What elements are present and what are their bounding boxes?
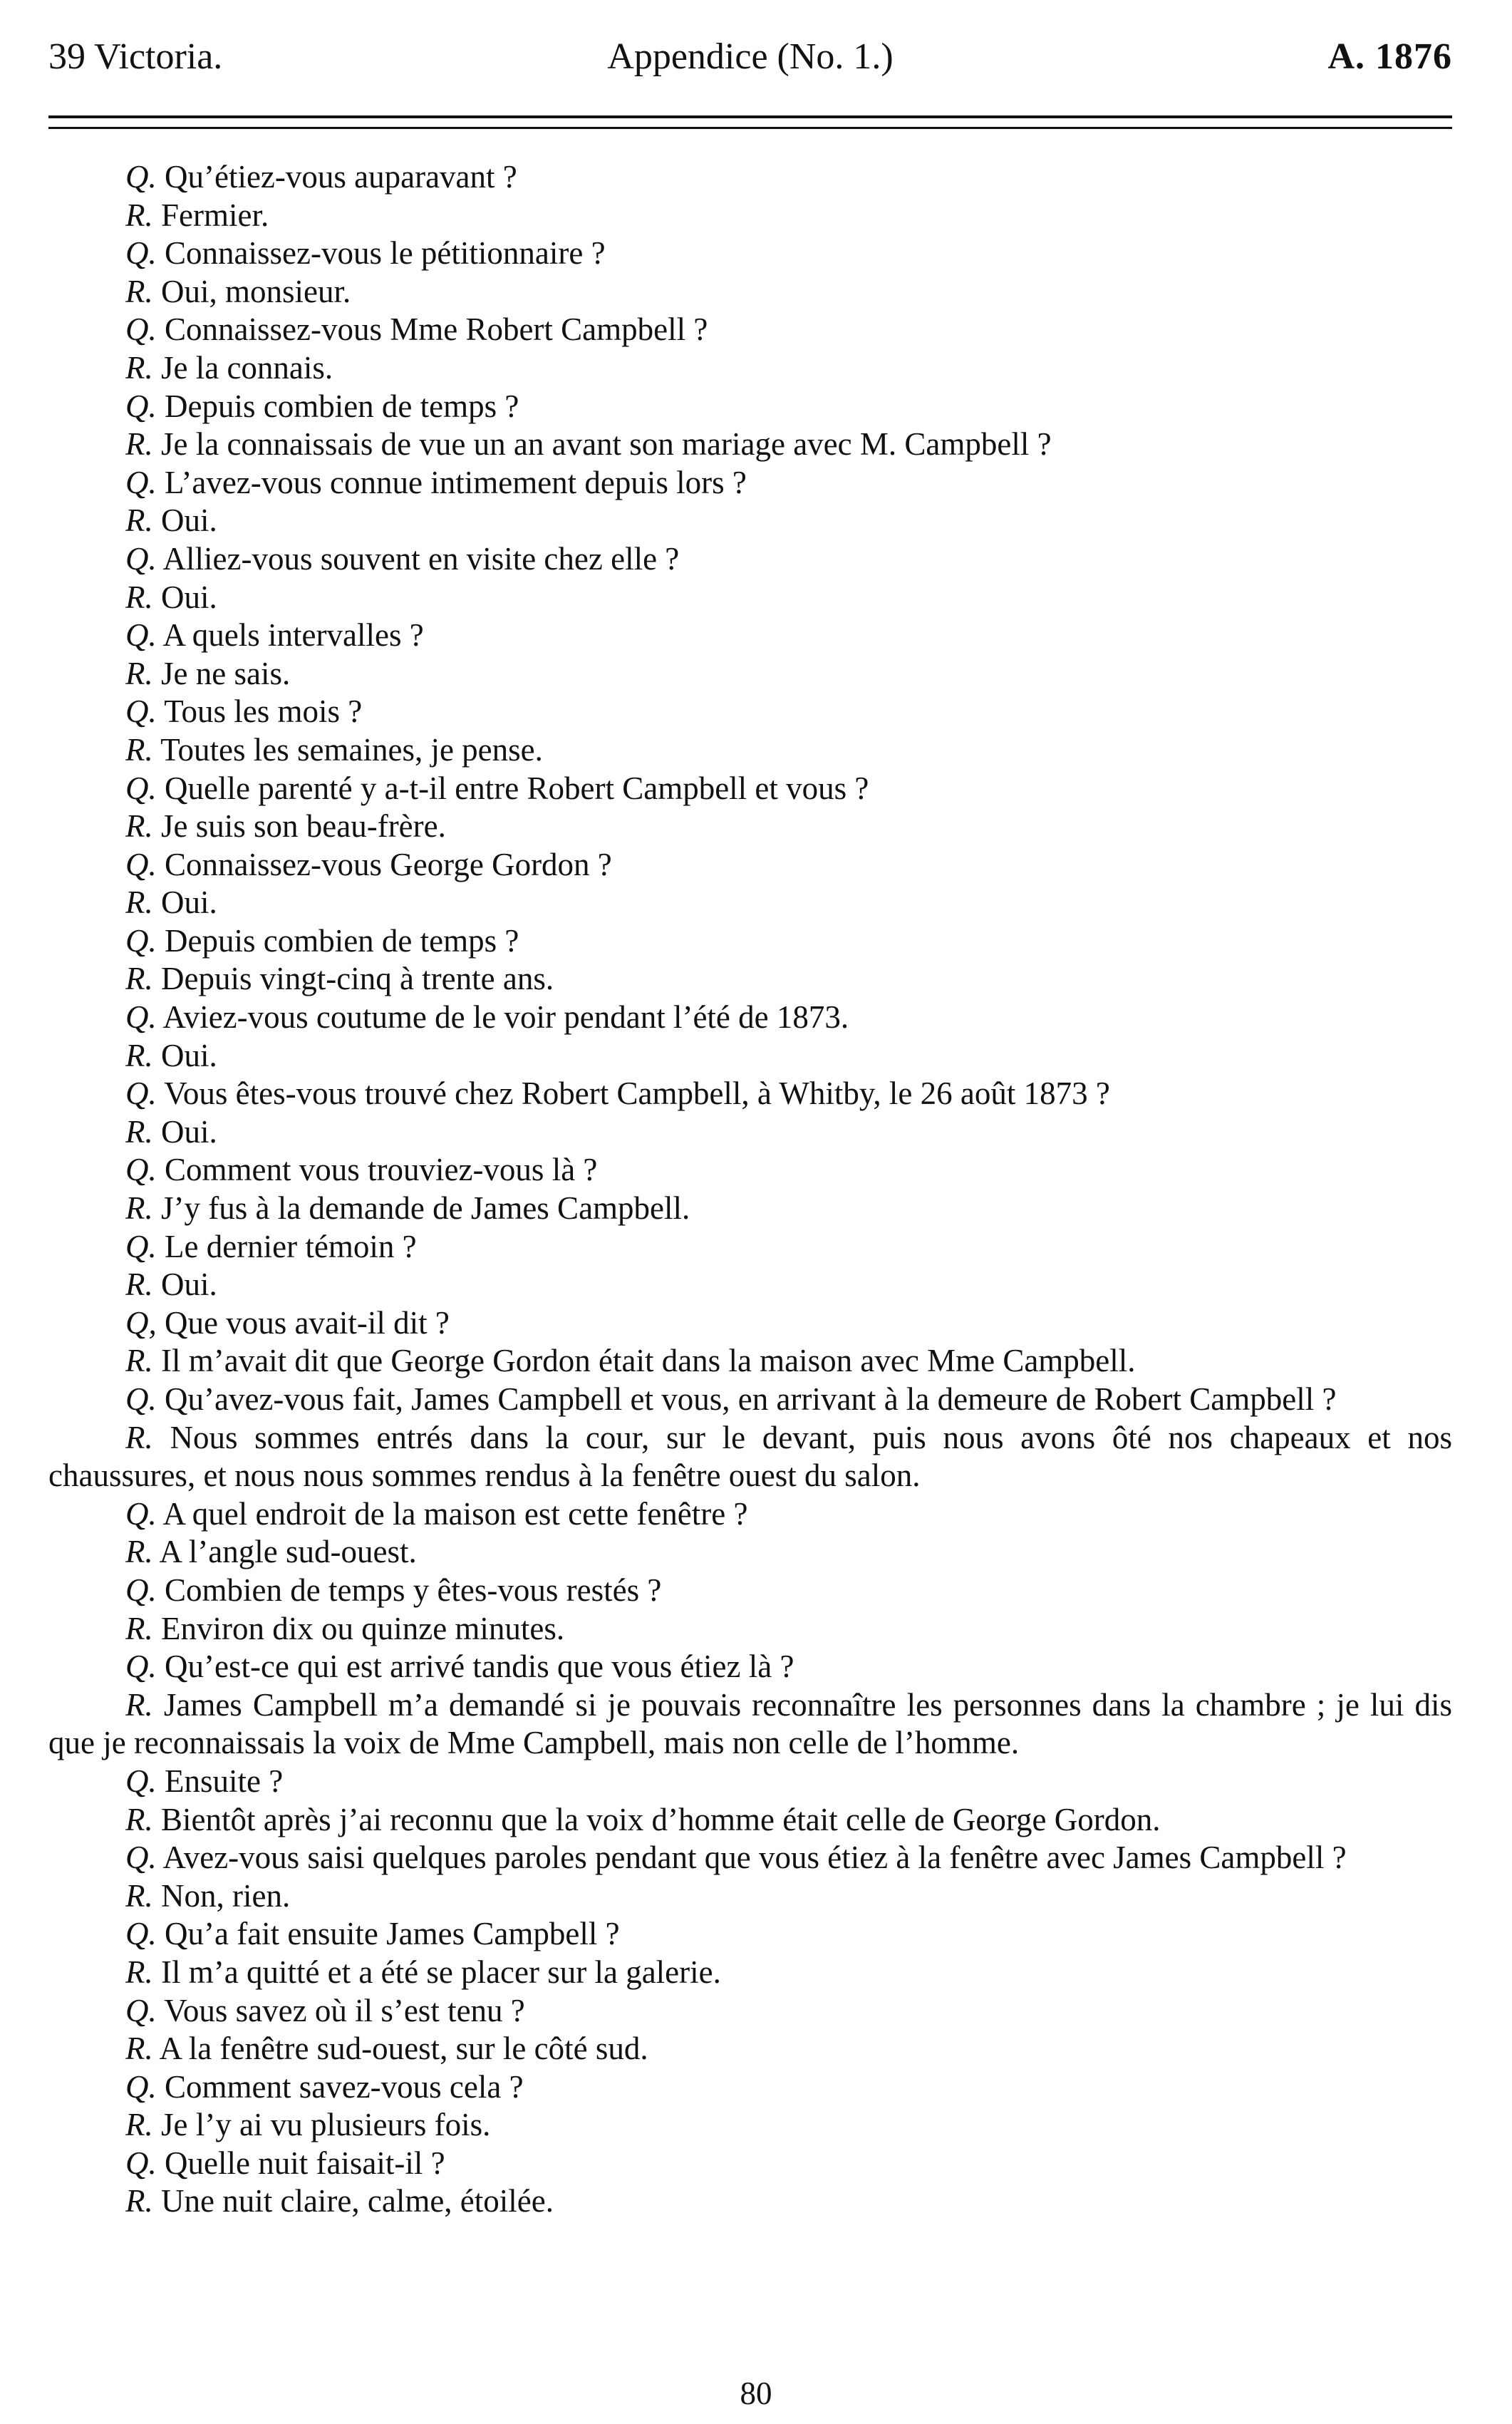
entry-text: Quelle nuit faisait-il ?	[165, 2145, 445, 2181]
entry-text: Depuis combien de temps ?	[165, 922, 519, 959]
entry-text: Fermier.	[161, 197, 269, 233]
entry-text: Qu’avez-vous fait, James Campbell et vous, en arrivant à la demeure de Robert Campbell ?	[165, 1381, 1337, 1417]
question-entry	[48, 1075, 1452, 1113]
answer-entry	[48, 2030, 1452, 2068]
entry-prefix: Q.	[125, 1992, 157, 2028]
entry-prefix: Q.	[125, 1649, 157, 1685]
entry-prefix: Q.	[125, 540, 157, 577]
question-entry	[48, 1381, 1452, 1419]
entry-text: J’y fus à la demande de James Campbell.	[161, 1190, 690, 1227]
entry-prefix: Q.	[125, 1152, 157, 1188]
answer-entry	[48, 1686, 1452, 1763]
entry-prefix: R.	[125, 1954, 153, 1990]
question-entry	[48, 1648, 1452, 1686]
question-entry	[48, 464, 1452, 502]
entry-text: Je suis son beau-frère.	[161, 808, 446, 845]
entry-text: Combien de temps y êtes-vous restés ?	[165, 1572, 662, 1608]
entry-prefix: R.	[125, 273, 153, 309]
entry-text: A quel endroit de la maison est cette fenêtre ?	[162, 1495, 748, 1532]
entry-prefix: Q.	[125, 1495, 157, 1532]
question-entry	[48, 999, 1452, 1037]
answer-entry	[48, 960, 1452, 999]
entry-prefix: Q.	[125, 388, 157, 424]
entry-prefix: R.	[125, 731, 153, 768]
question-entry	[48, 1495, 1452, 1534]
question-entry	[48, 540, 1452, 579]
entry-text: Vous savez où il s’est tenu ?	[164, 1992, 525, 2028]
entry-text: Depuis combien de temps ?	[165, 388, 519, 424]
question-entry	[48, 1992, 1452, 2031]
entry-text: Nous sommes entrés dans la cour, sur le devant, puis nous avons ôté nos chapeaux et nos chaussures, et nous nous sommes rendus à la fenêtre ouest du salon.	[48, 1419, 1452, 1494]
header-rule-bottom	[48, 127, 1452, 129]
entry-text: Oui.	[161, 1037, 217, 1073]
question-entry	[48, 1228, 1452, 1267]
entry-text: Comment vous trouviez-vous là ?	[165, 1152, 598, 1188]
answer-entry	[48, 1610, 1452, 1649]
question-entry	[48, 1304, 1452, 1343]
entry-text: Oui.	[161, 502, 217, 539]
question-entry	[48, 234, 1452, 273]
answer-entry	[48, 273, 1452, 311]
answer-entry	[48, 1877, 1452, 1916]
question-entry	[48, 770, 1452, 808]
answer-entry	[48, 1419, 1452, 1495]
entry-text: Non, rien.	[161, 1877, 291, 1914]
header-year: A. 1876	[1327, 36, 1452, 77]
entry-text: Comment savez-vous cela ?	[165, 2068, 524, 2105]
entry-text: Le dernier témoin ?	[165, 1228, 417, 1264]
entry-text: A la fenêtre sud-ouest, sur le côté sud.	[159, 2031, 648, 2067]
entry-text: Qu’a fait ensuite James Campbell ?	[165, 1916, 620, 1952]
entry-text: Je ne sais.	[161, 655, 291, 691]
entry-text: Qu’est-ce qui est arrivé tandis que vous étiez là ?	[165, 1649, 794, 1685]
entry-prefix: Q.	[125, 1840, 157, 1876]
entry-text: Je la connaissais de vue un an avant son mariage avec M. Campbell ?	[161, 426, 1052, 463]
entry-prefix: R.	[125, 1267, 153, 1303]
entry-text: Une nuit claire, calme, étoilée.	[161, 2183, 554, 2219]
answer-entry	[48, 1037, 1452, 1076]
entry-text: Que vous avait-il dit ?	[165, 1304, 450, 1341]
entry-prefix: Q.	[125, 846, 157, 882]
entry-text: Je l’y ai vu plusieurs fois.	[161, 2107, 491, 2143]
entry-prefix: Q.	[125, 999, 157, 1036]
transcript-body	[48, 158, 1452, 2221]
answer-entry	[48, 426, 1452, 464]
entry-prefix: Q.	[125, 159, 157, 195]
answer-entry	[48, 1266, 1452, 1304]
entry-prefix: R.	[125, 1343, 153, 1379]
entry-text: A l’angle sud-ouest.	[159, 1534, 417, 1570]
entry-text: Oui, monsieur.	[161, 273, 351, 309]
question-entry	[48, 1151, 1452, 1190]
question-entry	[48, 2145, 1452, 2183]
entry-prefix: R.	[125, 2107, 153, 2143]
entry-prefix: R.	[125, 1037, 153, 1073]
answer-entry	[48, 197, 1452, 235]
entry-text: Oui.	[161, 1113, 217, 1150]
entry-text: Environ dix ou quinze minutes.	[161, 1610, 565, 1646]
entry-text: Ensuite ?	[165, 1763, 284, 1799]
entry-text: Vous êtes-vous trouvé chez Robert Campbell, à Whitby, le 26 août 1873 ?	[164, 1076, 1110, 1112]
entry-text: Je la connais.	[161, 349, 333, 386]
question-entry	[48, 158, 1452, 197]
entry-prefix: R.	[125, 808, 153, 845]
question-entry	[48, 388, 1452, 426]
entry-text: Qu’étiez-vous auparavant ?	[165, 159, 517, 195]
entry-text: L’avez-vous connue intimement depuis lors ?	[165, 464, 747, 500]
answer-entry	[48, 655, 1452, 693]
entry-prefix: Q.	[125, 1381, 157, 1417]
question-entry	[48, 693, 1452, 731]
entry-text: A quels intervalles ?	[162, 617, 424, 654]
question-entry	[48, 1839, 1452, 1877]
answer-entry	[48, 1533, 1452, 1572]
answer-entry	[48, 884, 1452, 922]
header-rule-top	[48, 115, 1452, 118]
entry-text: Il m’a quitté et a été se placer sur la galerie.	[161, 1954, 721, 1990]
answer-entry	[48, 1190, 1452, 1228]
entry-prefix: R.	[125, 1419, 153, 1455]
entry-prefix: Q.	[125, 464, 157, 500]
entry-prefix: R.	[125, 426, 153, 463]
entry-prefix: Q.	[125, 1763, 157, 1799]
entry-prefix: R.	[125, 655, 153, 691]
entry-text: Oui.	[161, 579, 217, 615]
entry-text: Depuis vingt-cinq à trente ans.	[161, 961, 554, 997]
entry-text: Quelle parenté y a-t-il entre Robert Campbell et vous ?	[165, 770, 869, 806]
entry-text: Oui.	[161, 884, 217, 921]
question-entry	[48, 617, 1452, 655]
answer-entry	[48, 2106, 1452, 2145]
entry-prefix: R.	[125, 2031, 153, 2067]
question-entry	[48, 2068, 1452, 2107]
entry-text: Tous les mois ?	[164, 693, 363, 730]
entry-prefix: Q.	[125, 2145, 157, 2181]
entry-prefix: Q.	[125, 770, 157, 806]
question-entry	[48, 846, 1452, 884]
entry-prefix: R.	[125, 349, 153, 386]
entry-prefix: R.	[125, 1877, 153, 1914]
answer-entry	[48, 731, 1452, 770]
header-session: 39 Victoria.	[48, 36, 223, 77]
answer-entry	[48, 1954, 1452, 1992]
entry-text: Il m’avait dit que George Gordon était dans la maison avec Mme Campbell.	[161, 1343, 1136, 1379]
entry-text: Aviez-vous coutume de le voir pendant l’été de 1873.	[162, 999, 849, 1036]
entry-prefix: R.	[125, 579, 153, 615]
answer-entry	[48, 808, 1452, 846]
question-entry	[48, 1572, 1452, 1610]
answer-entry	[48, 579, 1452, 617]
entry-prefix: R.	[125, 2183, 153, 2219]
entry-text: Connaissez-vous Mme Robert Campbell ?	[165, 311, 708, 348]
answer-entry	[48, 1342, 1452, 1381]
entry-prefix: Q.	[125, 617, 157, 654]
entry-text: Avez-vous saisi quelques paroles pendant que vous étiez à la fenêtre avec James Campbell ?	[162, 1840, 1347, 1876]
entry-prefix: Q.	[125, 1228, 157, 1264]
entry-prefix: R.	[125, 1113, 153, 1150]
entry-prefix: R.	[125, 1686, 153, 1723]
answer-entry	[48, 1801, 1452, 1840]
entry-prefix: Q.	[125, 1076, 157, 1112]
entry-prefix: Q.	[125, 2068, 157, 2105]
page-number: 80	[740, 2376, 772, 2411]
entry-text: Connaissez-vous George Gordon ?	[165, 846, 612, 882]
question-entry	[48, 922, 1452, 961]
entry-prefix: R.	[125, 1801, 153, 1837]
entry-prefix: R.	[125, 961, 153, 997]
answer-entry	[48, 2182, 1452, 2221]
entry-text: James Campbell m’a demandé si je pouvais reconnaître les personnes dans la chambre ; je lui dis que je reconnaissais la voix de Mme Campbell, mais non celle de l’homme.	[48, 1686, 1452, 1761]
entry-prefix: R.	[125, 502, 153, 539]
entry-prefix: R.	[125, 1610, 153, 1646]
question-entry	[48, 1763, 1452, 1801]
entry-prefix: R.	[125, 884, 153, 921]
answer-entry	[48, 349, 1452, 388]
page-header	[48, 29, 1452, 86]
entry-prefix: Q.	[125, 1572, 157, 1608]
entry-prefix: Q.	[125, 311, 157, 348]
entry-text: Toutes les semaines, je pense.	[160, 731, 543, 768]
entry-prefix: Q.	[125, 693, 157, 730]
answer-entry	[48, 502, 1452, 540]
entry-text: Connaissez-vous le pétitionnaire ?	[165, 235, 606, 272]
entry-prefix: Q.	[125, 1916, 157, 1952]
entry-text: Alliez-vous souvent en visite chez elle ?	[162, 540, 680, 577]
entry-prefix: R.	[125, 1190, 153, 1227]
question-entry	[48, 311, 1452, 349]
header-appendix: Appendice (No. 1.)	[607, 36, 894, 77]
answer-entry	[48, 1113, 1452, 1152]
entry-prefix: Q.	[125, 235, 157, 272]
entry-prefix: R.	[125, 1534, 153, 1570]
entry-text: Bientôt après j’ai reconnu que la voix d’homme était celle de George Gordon.	[161, 1801, 1161, 1837]
entry-prefix: R.	[125, 197, 153, 233]
entry-prefix: Q,	[125, 1304, 157, 1341]
question-entry	[48, 1915, 1452, 1954]
entry-prefix: Q.	[125, 922, 157, 959]
entry-text: Oui.	[161, 1267, 217, 1303]
